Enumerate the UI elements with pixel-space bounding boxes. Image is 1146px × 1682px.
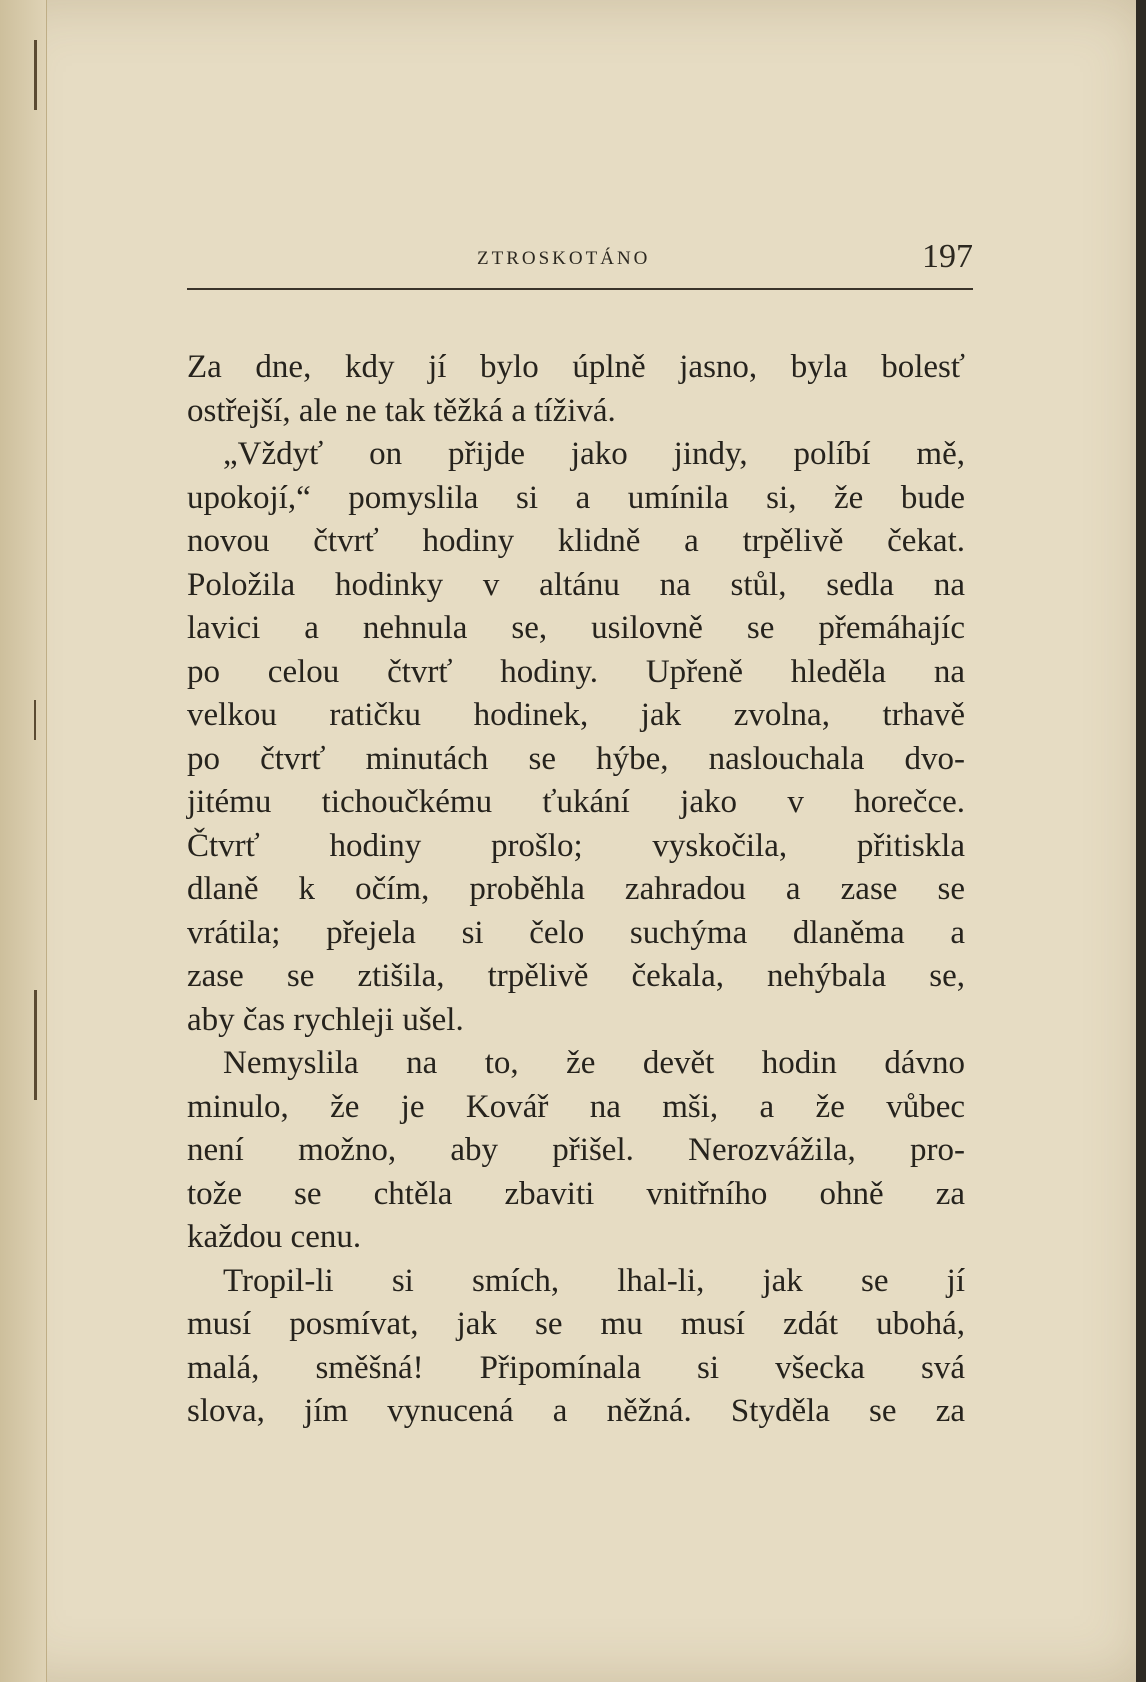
text-line: aby čas rychleji ušel. [187,1001,464,1038]
spine-mark [34,40,37,110]
spine-mark [34,700,36,740]
text-line: malá, směšná! Připomínala si všecka svá [187,1349,965,1386]
text-line: po čtvrť minutách se hýbe, naslouchala dvo- [187,740,965,777]
text-line: ostřejší, ale ne tak těžká a tíživá. [187,392,616,429]
text-line: musí posmívat, jak se mu musí zdát ubohá, [187,1306,965,1342]
text-line: není možno, aby přišel. Nerozvážila, pro- [187,1132,965,1168]
text-line: dlaně k očím, proběhla zahradou a zase se [187,871,965,907]
page-gutter [0,0,47,1682]
text-line: zase se ztišila, trpělivě čekala, nehýbala se, [187,958,965,994]
spine-mark [34,990,37,1100]
text-line: slova, jím vynucená a něžná. Styděla se za [187,1393,965,1429]
text-line: Čtvrť hodiny prošlo; vyskočila, přitiskla [187,827,965,864]
text-line: po celou čtvrť hodiny. Upřeně hleděla na [187,653,965,690]
text-line: Za dne, kdy jí bylo úplně jasno, byla bolesť [187,349,965,385]
text-line: Položila hodinky v altánu na stůl, sedla na [187,566,965,603]
body-text [187,346,965,1434]
text-line: tože se chtěla zbaviti vnitřního ohně za [187,1175,965,1212]
text-line: upokojí,“ pomyslila si a umínila si, že bude [187,479,965,516]
page-header [187,238,973,282]
text-line: jitému tichoučkému ťukání jako v horečce. [187,784,965,820]
text-line: každou cenu. [187,1219,362,1255]
running-head: ZTROSKOTÁNO [477,248,651,269]
text-line: velkou ratičku hodinek, jak zvolna, trhavě [187,697,965,733]
text-line: lavici a nehnula se, usilovně se přemáhajíc [187,610,965,646]
text-line: novou čtvrť hodiny klidně a trpělivě čekat. [187,523,965,559]
header-rule [187,288,973,290]
page-number: 197 [922,238,973,275]
text-line: Tropil-li si smích, lhal-li, jak se jí [223,1262,965,1299]
text-line: vrátila; přejela si čelo suchýma dlaněma a [187,914,965,951]
page-edge [1136,0,1146,1682]
text-line: minulo, že je Kovář na mši, a že vůbec [187,1088,965,1125]
text-line: „Vždyť on přijde jako jindy, políbí mě, [223,436,965,472]
text-line: Nemyslila na to, že devět hodin dávno [223,1045,965,1081]
